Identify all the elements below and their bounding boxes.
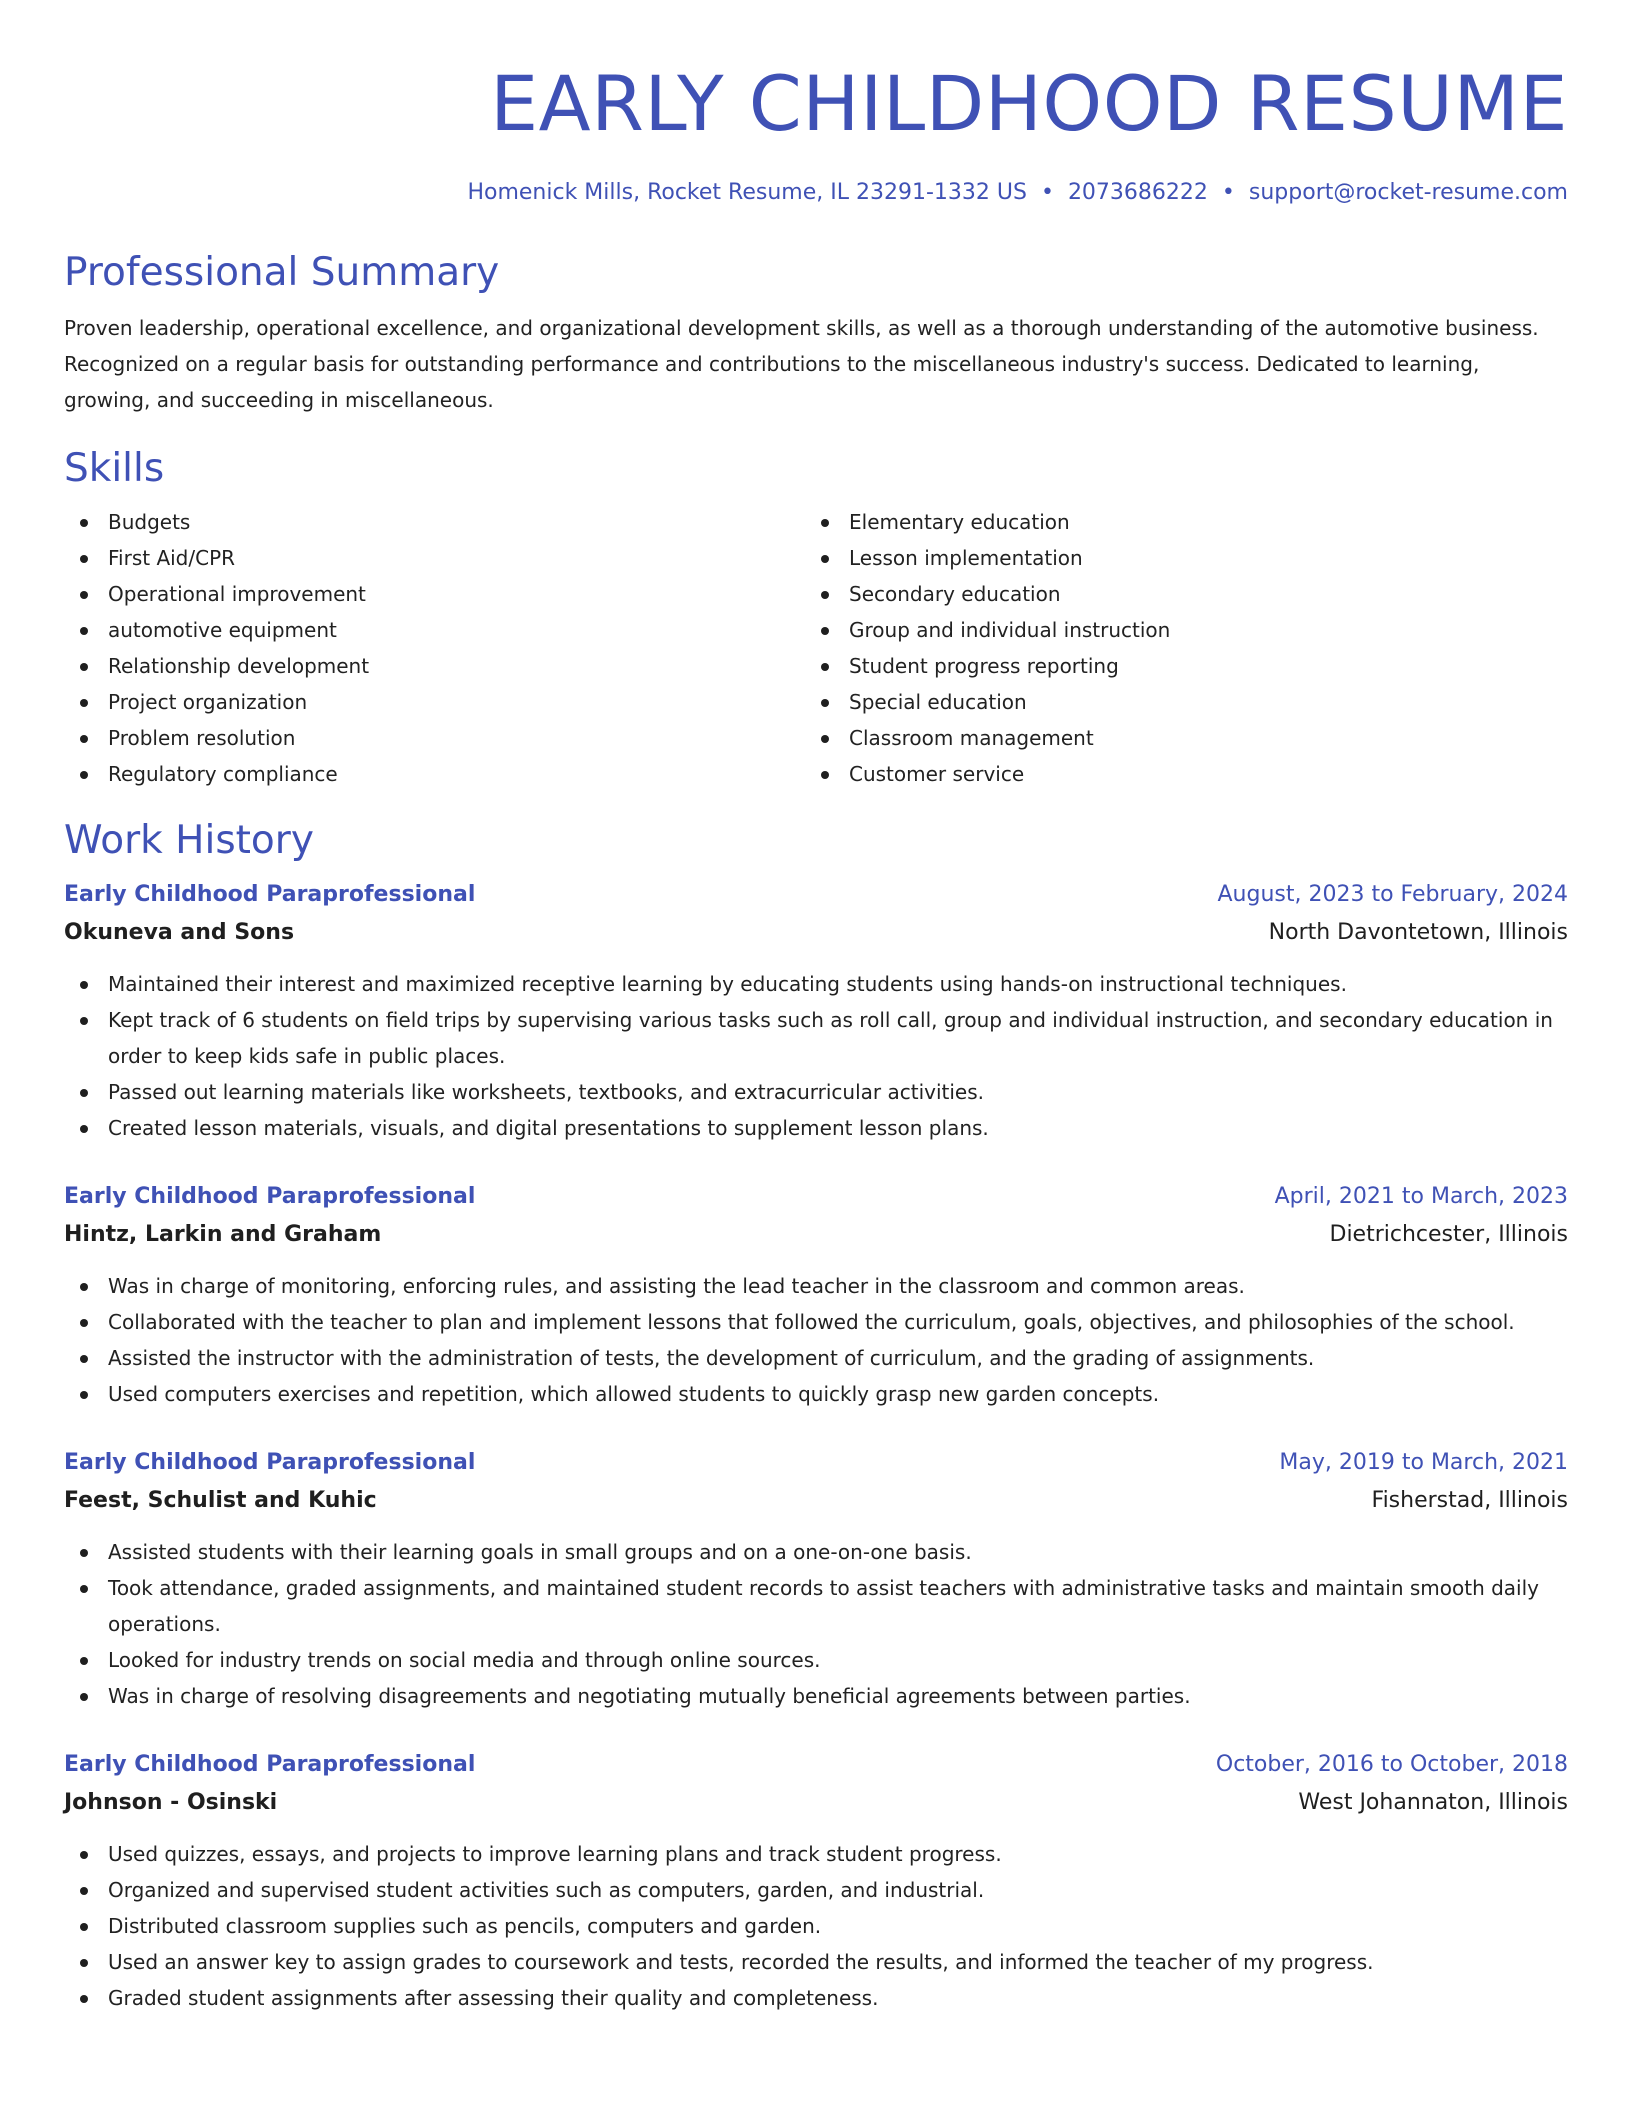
job-employer-row <box>64 1216 1568 1254</box>
duty-item: Took attendance, graded assignments, and maintained student records to assist teachers with administrative tasks and maintain smooth daily operations. <box>64 1570 1568 1642</box>
skill-item: Operational improvement <box>64 576 805 612</box>
job-company: Hintz, Larkin and Graham <box>64 1222 382 1247</box>
duty-item: Assisted the instructor with the administration of tests, the development of curriculum, and the grading of assignments. <box>64 1340 1568 1376</box>
contact-phone: 2073686222 <box>1067 180 1208 205</box>
duty-item: Organized and supervised student activities such as computers, garden, and industrial. <box>64 1872 1568 1908</box>
duty-item: Used computers exercises and repetition, which allowed students to quickly grasp new garden concepts. <box>64 1376 1568 1412</box>
duty-item: Created lesson materials, visuals, and digital presentations to supplement lesson plans. <box>64 1110 1568 1146</box>
skill-item: Classroom management <box>805 720 1546 756</box>
job-location: West Johannaton, Illinois <box>1298 1790 1568 1815</box>
duty-item: Distributed classroom supplies such as pencils, computers and garden. <box>64 1908 1568 1944</box>
contact-email: support@rocket-resume.com <box>1248 180 1568 205</box>
job-title: Early Childhood Paraprofessional <box>64 1450 476 1475</box>
job-company: Okuneva and Sons <box>64 920 295 945</box>
job-title: Early Childhood Paraprofessional <box>64 882 476 907</box>
job-duties <box>64 966 1568 1146</box>
contact-address: Homenick Mills, Rocket Resume, IL 23291-1332 US <box>467 180 1027 205</box>
job-company: Johnson - Osinski <box>64 1790 278 1815</box>
resume-name: EARLY CHILDHOOD RESUME <box>490 59 1568 148</box>
skills-list-right <box>805 504 1546 792</box>
resume-page <box>64 0 1568 2016</box>
skill-item: First Aid/CPR <box>64 540 805 576</box>
duty-item: Looked for industry trends on social media and through online sources. <box>64 1642 1568 1678</box>
skill-item: Elementary education <box>805 504 1546 540</box>
job-duties <box>64 1534 1568 1714</box>
contact-separator: • <box>1221 180 1235 205</box>
job-title: Early Childhood Paraprofessional <box>64 1752 476 1777</box>
skill-item: Relationship development <box>64 648 805 684</box>
skill-item: Special education <box>805 684 1546 720</box>
job-dates: May, 2019 to March, 2021 <box>1279 1450 1568 1475</box>
job-employer-row <box>64 914 1568 952</box>
job-header-row <box>64 1444 1568 1482</box>
skill-item: Project organization <box>64 684 805 720</box>
job-entry <box>64 1444 1568 1714</box>
skill-item: Lesson implementation <box>805 540 1546 576</box>
job-entry <box>64 1746 1568 2016</box>
job-dates: October, 2016 to October, 2018 <box>1215 1752 1568 1777</box>
job-dates: April, 2021 to March, 2023 <box>1274 1184 1568 1209</box>
skill-item: Secondary education <box>805 576 1546 612</box>
skill-item: Customer service <box>805 756 1546 792</box>
summary-text: Proven leadership, operational excellence, and organizational development skills, as well as a thorough understanding of the automotive business. Recognized on a regular basis for outstanding performance and contributions to the miscellaneous industry's success. Dedicated to learning, growing, and succeeding in miscellaneous. <box>64 316 1539 412</box>
skills-columns <box>64 504 1568 792</box>
skill-item: Student progress reporting <box>805 648 1546 684</box>
skill-item: Budgets <box>64 504 805 540</box>
duty-item: Used an answer key to assign grades to coursework and tests, recorded the results, and informed the teacher of my progress. <box>64 1944 1568 1980</box>
job-title: Early Childhood Paraprofessional <box>64 1184 476 1209</box>
duty-item: Maintained their interest and maximized receptive learning by educating students using hands-on instructional techniques. <box>64 966 1568 1002</box>
skill-item: Regulatory compliance <box>64 756 805 792</box>
duty-item: Kept track of 6 students on field trips by supervising various tasks such as roll call, group and individual instruction, and secondary education in order to keep kids safe in public places. <box>64 1002 1568 1074</box>
job-entry <box>64 876 1568 1146</box>
skills-heading: Skills <box>64 446 165 491</box>
duty-item: Used quizzes, essays, and projects to improve learning plans and track student progress. <box>64 1836 1568 1872</box>
job-location: Dietrichcester, Illinois <box>1329 1222 1568 1247</box>
skill-item: Group and individual instruction <box>805 612 1546 648</box>
skill-item: automotive equipment <box>64 612 805 648</box>
duty-item: Was in charge of resolving disagreements and negotiating mutually beneficial agreements between parties. <box>64 1678 1568 1714</box>
duty-item: Collaborated with the teacher to plan and implement lessons that followed the curriculum, goals, objectives, and philosophies of the school. <box>64 1304 1568 1340</box>
job-employer-row <box>64 1784 1568 1822</box>
work-history-heading: Work History <box>64 818 314 863</box>
job-location: Fisherstad, Illinois <box>1371 1488 1568 1513</box>
duty-item: Passed out learning materials like worksheets, textbooks, and extracurricular activities. <box>64 1074 1568 1110</box>
job-header-row <box>64 1746 1568 1784</box>
job-location: North Davontetown, Illinois <box>1268 920 1568 945</box>
summary-heading: Professional Summary <box>64 250 500 295</box>
contact-line <box>64 178 1568 208</box>
contact-separator: • <box>1040 180 1054 205</box>
job-duties <box>64 1268 1568 1412</box>
job-dates: August, 2023 to February, 2024 <box>1217 882 1568 907</box>
job-employer-row <box>64 1482 1568 1520</box>
job-header-row <box>64 1178 1568 1216</box>
job-header-row <box>64 876 1568 914</box>
job-duties <box>64 1836 1568 2016</box>
skills-list-left <box>64 504 805 792</box>
duty-item: Graded student assignments after assessing their quality and completeness. <box>64 1980 1568 2016</box>
duty-item: Assisted students with their learning goals in small groups and on a one-on-one basis. <box>64 1534 1568 1570</box>
job-company: Feest, Schulist and Kuhic <box>64 1488 377 1513</box>
duty-item: Was in charge of monitoring, enforcing rules, and assisting the lead teacher in the classroom and common areas. <box>64 1268 1568 1304</box>
job-entry <box>64 1178 1568 1412</box>
skill-item: Problem resolution <box>64 720 805 756</box>
